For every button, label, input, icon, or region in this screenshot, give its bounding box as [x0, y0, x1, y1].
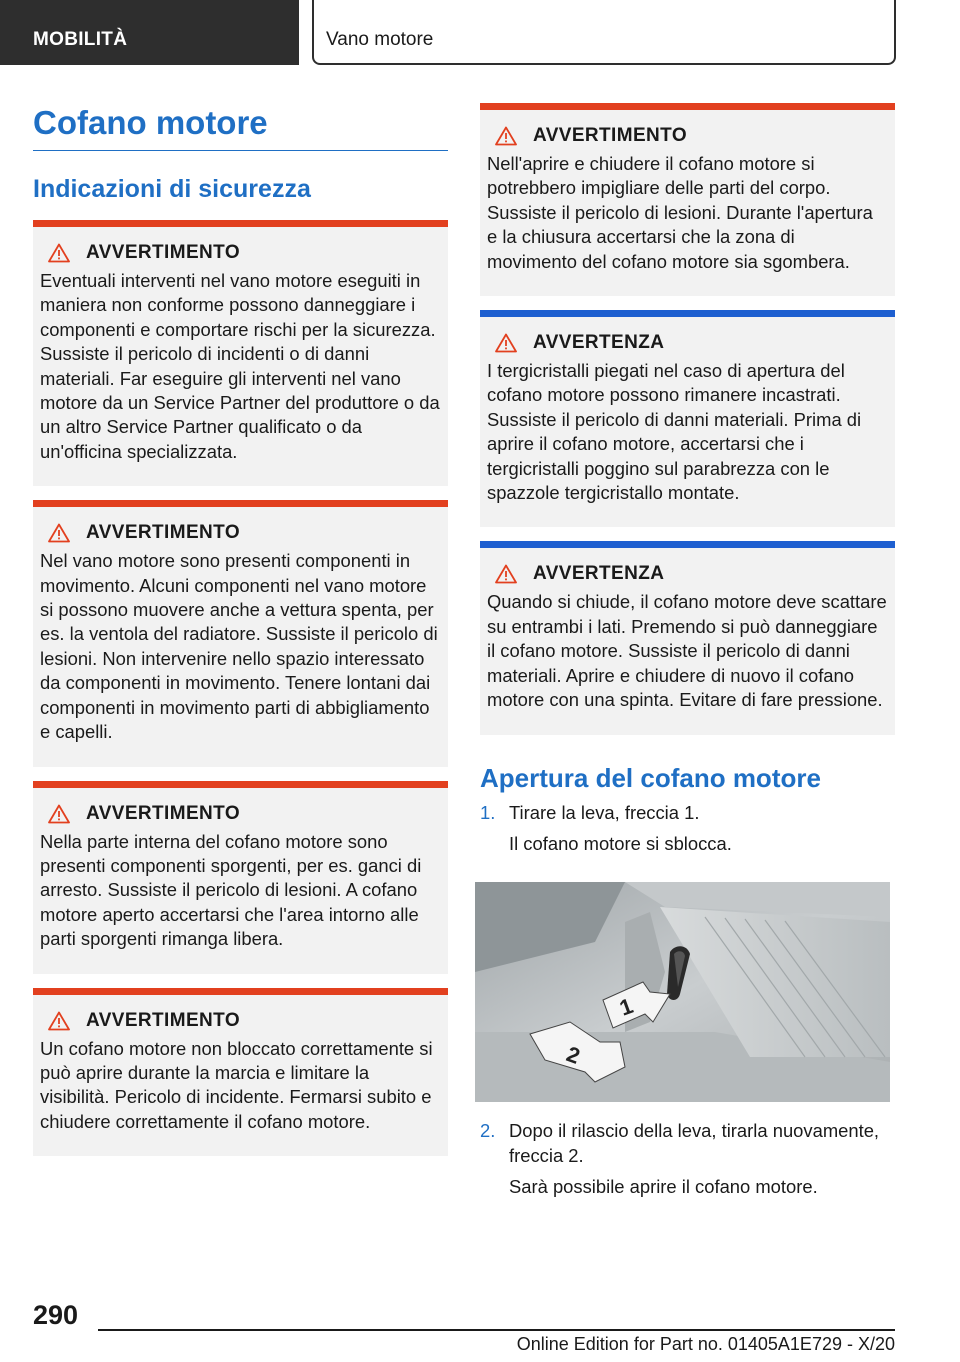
- header-section-label: MOBILITÀ: [33, 29, 128, 50]
- step-result: Sarà possibile aprire il cofano motore.: [509, 1175, 818, 1197]
- step-1: [480, 800, 895, 825]
- step-result: Il cofano motore si sblocca.: [509, 832, 732, 854]
- step-text: Dopo il rilascio della leva, tirarla nuovamente, freccia 2.: [509, 1119, 880, 1166]
- warning-text: Un cofano motore non bloccato correttamente si può aprire durante la marcia e limitare la visibilità. Pericolo di incidente. Fermarsi subito e chiudere correttamente il cofano motore.: [40, 1037, 433, 1132]
- edition-note: Online Edition for Part no. 01405A1E729 - X/20: [516, 1334, 895, 1354]
- footwell-illustration: [475, 882, 890, 1102]
- step-number: 1.: [480, 801, 496, 823]
- notice-box: [480, 310, 895, 527]
- warning-box: [480, 103, 895, 296]
- svg-text:2: 2: [563, 1040, 584, 1069]
- header-chapter-tab: [312, 0, 896, 65]
- warning-triangle-icon: [48, 523, 70, 543]
- warning-triangle-icon: [48, 804, 70, 824]
- notice-title: AVVERTENZA: [533, 332, 665, 354]
- warning-box: [33, 500, 448, 766]
- notice-triangle-icon: [495, 564, 517, 584]
- page-number: 290: [33, 1300, 79, 1330]
- footer-divider: [98, 1329, 895, 1331]
- header-section-tab: [0, 0, 299, 65]
- warning-title: AVVERTIMENTO: [86, 522, 240, 544]
- warning-text: Nella parte interna del cofano motore sono presenti componenti sporgenti, per es. ganci di arresto. Sussiste il pericolo di lesioni. A cofano motore aperto accertarsi che l'area intorno alle parti sporgenti rimanga libera.: [40, 830, 422, 950]
- step-number: 2.: [480, 1119, 496, 1141]
- warning-triangle-icon: [495, 126, 517, 146]
- warning-triangle-icon: [48, 243, 70, 263]
- page-title: Cofano motore: [33, 105, 448, 151]
- warning-title: AVVERTIMENTO: [86, 802, 240, 824]
- warning-triangle-icon: [48, 1011, 70, 1031]
- notice-triangle-icon: [495, 333, 517, 353]
- warning-title: AVVERTIMENTO: [533, 125, 687, 146]
- header-chapter-label: Vano motore: [326, 29, 434, 50]
- left-column: [33, 105, 448, 1170]
- warning-text: Nel vano motore sono presenti componenti in movimento. Alcuni componenti nel vano motore si possono muovere anche a vettura spenta, per es. la ventola del radiatore. Sussiste il pericolo di lesioni. Non intervenire nello spazio interessato da componenti in movimento. Tenere lontani dai componenti in movimento parti di abbigliamento e capelli.: [40, 550, 438, 743]
- notice-box: [480, 541, 895, 734]
- warning-box: [33, 988, 448, 1157]
- svg-text:1: 1: [616, 992, 637, 1021]
- safety-heading: Indicazioni di sicurezza: [33, 175, 311, 203]
- hood-release-lever-photo: [475, 882, 890, 1102]
- notice-text: I tergicristalli piegati nel caso di apertura del cofano motore possono rimanere incastrati. Sussiste il pericolo di danni materiali. Prima di aprire il cofano motore, accertarsi che i tergicristalli poggino sul parabrezza con le spazzole tergicristallo montate.: [487, 360, 862, 504]
- notice-text: Quando si chiude, il cofano motore deve scattare su entrambi i lati. Premendo si può danneggiare il cofano motore. Sussiste il pericolo di danni materiali. Aprire e chiudere di nuovo il cofano motore con una spinta. Evitare di fare pressione.: [487, 591, 887, 711]
- warning-title: AVVERTIMENTO: [86, 242, 240, 263]
- warning-text: Eventuali interventi nel vano motore eseguiti in maniera non conforme possono danneggiare i componenti e comportare rischi per la sicurezza. Sussiste il pericolo di incidenti o di danni materiali. Far eseguire gli interventi nel vano motore da un Service Partner del produttore o da un altro Service Partner qualificato o da un'officina specializzata.: [40, 270, 440, 462]
- right-column: [480, 103, 895, 1199]
- warning-text: Nell'aprire e chiudere il cofano motore si potrebbero impigliare delle parti del corpo. Sussiste il pericolo di lesioni. Durante l'apertura e la chiusura accertarsi che la zona di movimento del cofano motore sia sgombera.: [487, 153, 873, 272]
- step-2: [480, 1118, 895, 1168]
- warning-box: [33, 220, 448, 486]
- notice-title: AVVERTENZA: [533, 563, 665, 585]
- warning-box: [33, 781, 448, 974]
- step-text: Tirare la leva, freccia 1.: [509, 801, 700, 823]
- warning-title: AVVERTIMENTO: [86, 1009, 240, 1031]
- apertura-heading: Apertura del cofano motore: [480, 762, 821, 793]
